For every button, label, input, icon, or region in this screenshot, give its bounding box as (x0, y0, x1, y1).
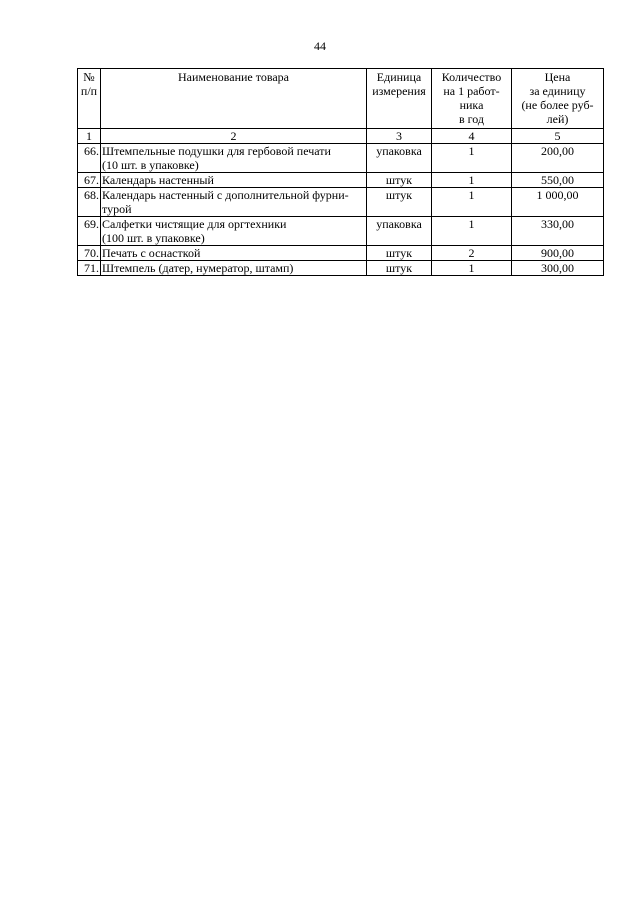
row-quantity: 2 (432, 246, 512, 261)
header-line: Цена (544, 70, 571, 84)
row-name-line: турой (102, 202, 132, 216)
header-quantity (432, 69, 512, 129)
row-name (101, 246, 367, 261)
row-quantity: 1 (432, 261, 512, 276)
table-row (78, 144, 604, 173)
goods-table (77, 68, 604, 276)
row-unit: штук (367, 261, 432, 276)
row-unit: штук (367, 246, 432, 261)
column-index-cell: 2 (101, 129, 367, 144)
header-line: п/п (80, 84, 98, 98)
table-row (78, 246, 604, 261)
table-row (78, 217, 604, 246)
row-quantity: 1 (432, 188, 512, 217)
header-row (78, 69, 604, 129)
header-unit (367, 69, 432, 129)
row-name-line: (100 шт. в упаковке) (102, 231, 205, 245)
header-line: Наименование товара (177, 70, 289, 84)
header-line: за единицу (529, 84, 586, 98)
row-number: 66. (78, 144, 101, 173)
row-price: 900,00 (512, 246, 604, 261)
row-number: 69. (78, 217, 101, 246)
header-line: Единица (376, 70, 422, 84)
row-quantity: 1 (432, 144, 512, 173)
row-unit: упаковка (367, 144, 432, 173)
table-body (78, 129, 604, 276)
column-index-cell: 5 (512, 129, 604, 144)
column-index-row (78, 129, 604, 144)
row-name-line: Штемпель (датер, нумератор, штамп) (102, 261, 294, 275)
row-name (101, 188, 367, 217)
header-price (512, 69, 604, 129)
row-name (101, 261, 367, 276)
column-index-cell: 1 (78, 129, 101, 144)
header-number (78, 69, 101, 129)
table-row (78, 173, 604, 188)
row-unit: штук (367, 188, 432, 217)
row-name-line: (10 шт. в упаковке) (102, 158, 199, 172)
row-name-line: Календарь настенный (102, 173, 214, 187)
header-line: № (83, 70, 95, 84)
row-price: 200,00 (512, 144, 604, 173)
header-line: измерения (372, 84, 426, 98)
column-index-cell: 3 (367, 129, 432, 144)
row-name-line: Печать с оснасткой (102, 246, 201, 260)
row-price: 550,00 (512, 173, 604, 188)
page-number: 44 (314, 39, 326, 53)
table-row (78, 188, 604, 217)
row-number: 68. (78, 188, 101, 217)
row-unit: упаковка (367, 217, 432, 246)
header-line: лей) (546, 112, 569, 126)
table-row (78, 261, 604, 276)
row-quantity: 1 (432, 173, 512, 188)
header-line: Количество (441, 70, 502, 84)
header-name (101, 69, 367, 129)
row-price: 300,00 (512, 261, 604, 276)
column-index-cell: 4 (432, 129, 512, 144)
row-name (101, 217, 367, 246)
header-line: (не более руб- (521, 98, 594, 112)
row-number: 70. (78, 246, 101, 261)
row-quantity: 1 (432, 217, 512, 246)
table-header (78, 69, 604, 129)
row-name-line: Салфетки чистящие для оргтехники (102, 217, 287, 231)
row-name-line: Штемпельные подушки для гербовой печати (102, 144, 331, 158)
row-name (101, 144, 367, 173)
row-price: 330,00 (512, 217, 604, 246)
header-line: ника (459, 98, 484, 112)
row-number: 71. (78, 261, 101, 276)
row-name (101, 173, 367, 188)
row-price: 1 000,00 (512, 188, 604, 217)
header-line: на 1 работ- (443, 84, 500, 98)
row-name-line: Календарь настенный с дополнительной фурни- (102, 188, 349, 202)
header-line: в год (458, 112, 485, 126)
row-unit: штук (367, 173, 432, 188)
row-number: 67. (78, 173, 101, 188)
